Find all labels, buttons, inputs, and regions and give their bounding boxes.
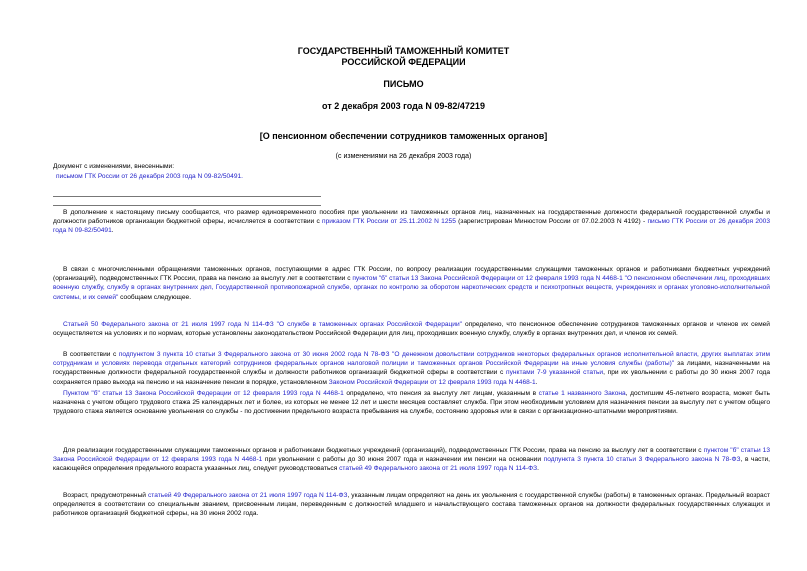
text: . [111, 227, 114, 235]
paragraph-6 [53, 446, 770, 474]
divider [53, 196, 321, 197]
link-law-78-fz[interactable]: подпунктом 3 пункта 10 статьи 3 Федерального закона от 30 июня 2002 года N 78-ФЗ "О денежном довольствии сотрудников некоторых федеральных органов исполнительной власти, других выплатах этим сотрудникам и условиях перевода отдельных категорий сотрудников федеральных органов налоговой полиции и таможенных органов Российской Федерации на иные условия службы (работы)" [53, 351, 771, 368]
paragraph-3 [53, 320, 770, 338]
link-law-114-art50[interactable]: Статьей 50 Федерального закона от 21 июля 1997 года N 114-ФЗ "О службе в таможенных органах Российской Федерации" [63, 321, 463, 328]
paragraph-4 [53, 350, 770, 387]
org-name-line2: РОССИЙСКОЙ ФЕДЕРАЦИИ [341, 57, 466, 67]
text: Возраст, предусмотренный [63, 492, 148, 499]
link-law-4468-art13[interactable]: пунктом "б" статьи 13 Закона Российской Федерации от 12 февраля 1993 года N 4468-1 "О пенсионном обеспечении лиц, проходивших военную службу, службу в органах внутренних дел, Государственной противопожарной службе, органах по контролю за оборотом наркотических средств и психотропных веществ, учреждениях и органах уголовно-исполнительной системы, и их семей" [53, 275, 770, 301]
text: . [537, 465, 539, 473]
text: Для реализации государственными служащими таможенных органов и работниками бюджетных учреждений (организаций), подведомственных ГТК России, права на пенсию за выслугу лет в соответствии с [63, 447, 704, 454]
text: определено, что пенсионное обеспечение сотрудников таможенных органов и членов их семей осуществляется на условиях и по нормам, которые установлены законодательством Российской Федерации для лиц, проходивших военную службу, службу в органах внутренних дел, и членов их семей. [53, 321, 770, 338]
text: В связи с многочисленными обращениями таможенных органов, поступающими в адрес ГТК России, по вопросу реализации государственными служащими таможенных органов и работниками бюджетных учреждений (организаций), подведомственных ГТК России, права на пенсию за выслугу лет в соответствии с [53, 266, 770, 283]
text: , в части, касающейся определения предельного возраста указанных лиц, следует руководствоваться [53, 456, 770, 473]
link-law-78-fz-art3[interactable]: подпункта 3 пункта 10 статьи 3 Федерального закона N 78-ФЗ [543, 456, 741, 464]
link-order-1255[interactable]: приказом ГТК России от 25.11.2002 N 1255 [322, 218, 456, 226]
org-name-line1: ГОСУДАРСТВЕННЫЙ ТАМОЖЕННЫЙ КОМИТЕТ [297, 46, 510, 56]
text: сообщаем следующее. [118, 293, 192, 301]
divider [53, 205, 321, 206]
doc-date-number: от 2 декабря 2003 года N 09-82/47219 [322, 101, 485, 111]
text: за лицами, назначенными на государственные должности федеральной государственной службы и должности работников организаций бюджетной сферы в соответствии с [53, 360, 770, 377]
changes-box-link[interactable]: письмом ГТК России от 26 декабря 2003 года N 09-82/50491. [56, 172, 244, 180]
text: определено, что пенсия за выслугу лет лицам, указанным в [343, 390, 539, 397]
link-law-114-art49[interactable]: статьей 49 Федерального закона от 21 июля 1997 года N 114-ФЗ [147, 492, 348, 499]
paragraph-5 [53, 389, 770, 417]
text: . [535, 378, 538, 386]
text: (зарегистрирован Минюстом России от 07.02.2003 N 4192) - [455, 218, 648, 226]
changes-note: (с изменениями на 26 декабря 2003 года) [335, 153, 472, 160]
link-points-7-9[interactable]: пунктами 7-9 указанной статьи [506, 369, 604, 377]
link-law-4468-art13[interactable]: Пунктом "б" статьи 13 Закона Российской Федерации от 12 февраля 1993 года N 4468-1 [63, 390, 344, 397]
text: В соответствии с [63, 351, 119, 358]
paragraph-2 [53, 265, 770, 302]
text: при увольнении с работы до 30 июня 2007 года и назначении им пенсии на основании [262, 456, 544, 464]
link-law-4468[interactable]: Законом Российской Федерации от 12 февраля 1993 года N 4468-1 [328, 378, 536, 386]
changes-box [53, 162, 321, 181]
text: В дополнение к настоящему письму сообщается, что размер единовременного пособия при увольнении из таможенных органов лиц, назначенных на государственные должности федеральной государственной службы и должности работников организации бюджетной сферы, исчисляется в соответствии с [53, 209, 770, 226]
paragraph-7 [53, 491, 770, 519]
text: , достигшим 45-летнего возраста, может быть назначена с учетом общего трудового стажа 25 календарных лет и более, из которых не менее 12 лет и шести месяцев составляет служба. При этом необходимым условием для назначения пенсии за выслугу лет с учетом общего трудового стажа является основание увольнения со службы - по достижении предельного возраста пребывания на службе, состоянию здоровья или в связи с организационно-штатными мероприятиями. [53, 390, 770, 416]
link-law-114-art49[interactable]: статьей 49 Федерального закона от 21 июля 1997 года N 114-ФЗ [339, 465, 538, 473]
text: , указанным лицам определяют на день их увольнения с государственной службы (работы) в таможенных органах. Предельный возраст определяется в соответствии со специальным званием, присвоенным лицам, переведенным с должностей младшего и начальствующего состава таможенных органов на должности федеральных государственных служащих и работников организаций бюджетной сферы, на 30 июня 2002 года. [53, 492, 771, 518]
doc-type: ПИСЬМО [383, 79, 424, 89]
changes-box-label: Документ с изменениями, внесенными: [53, 163, 175, 170]
link-law-4468-art13[interactable]: пунктом "б" статьи 13 Закона Российской Федерации от 12 февраля 1993 года N 4468-1 [53, 447, 770, 464]
text: , при их увольнении с работы до 30 июня 2007 года сохраняется право выхода на пенсию и на назначение пенсии в порядке, установленном [53, 369, 770, 386]
link-law-art1[interactable]: статье 1 названного Закона [538, 390, 626, 397]
doc-title: [О пенсионном обеспечении сотрудников таможенных органов] [259, 131, 548, 141]
paragraph-1 [53, 208, 770, 236]
link-letter-50491[interactable]: письмо ГТК России от 26 декабря 2003 года N 09-82/50491 [53, 218, 770, 235]
